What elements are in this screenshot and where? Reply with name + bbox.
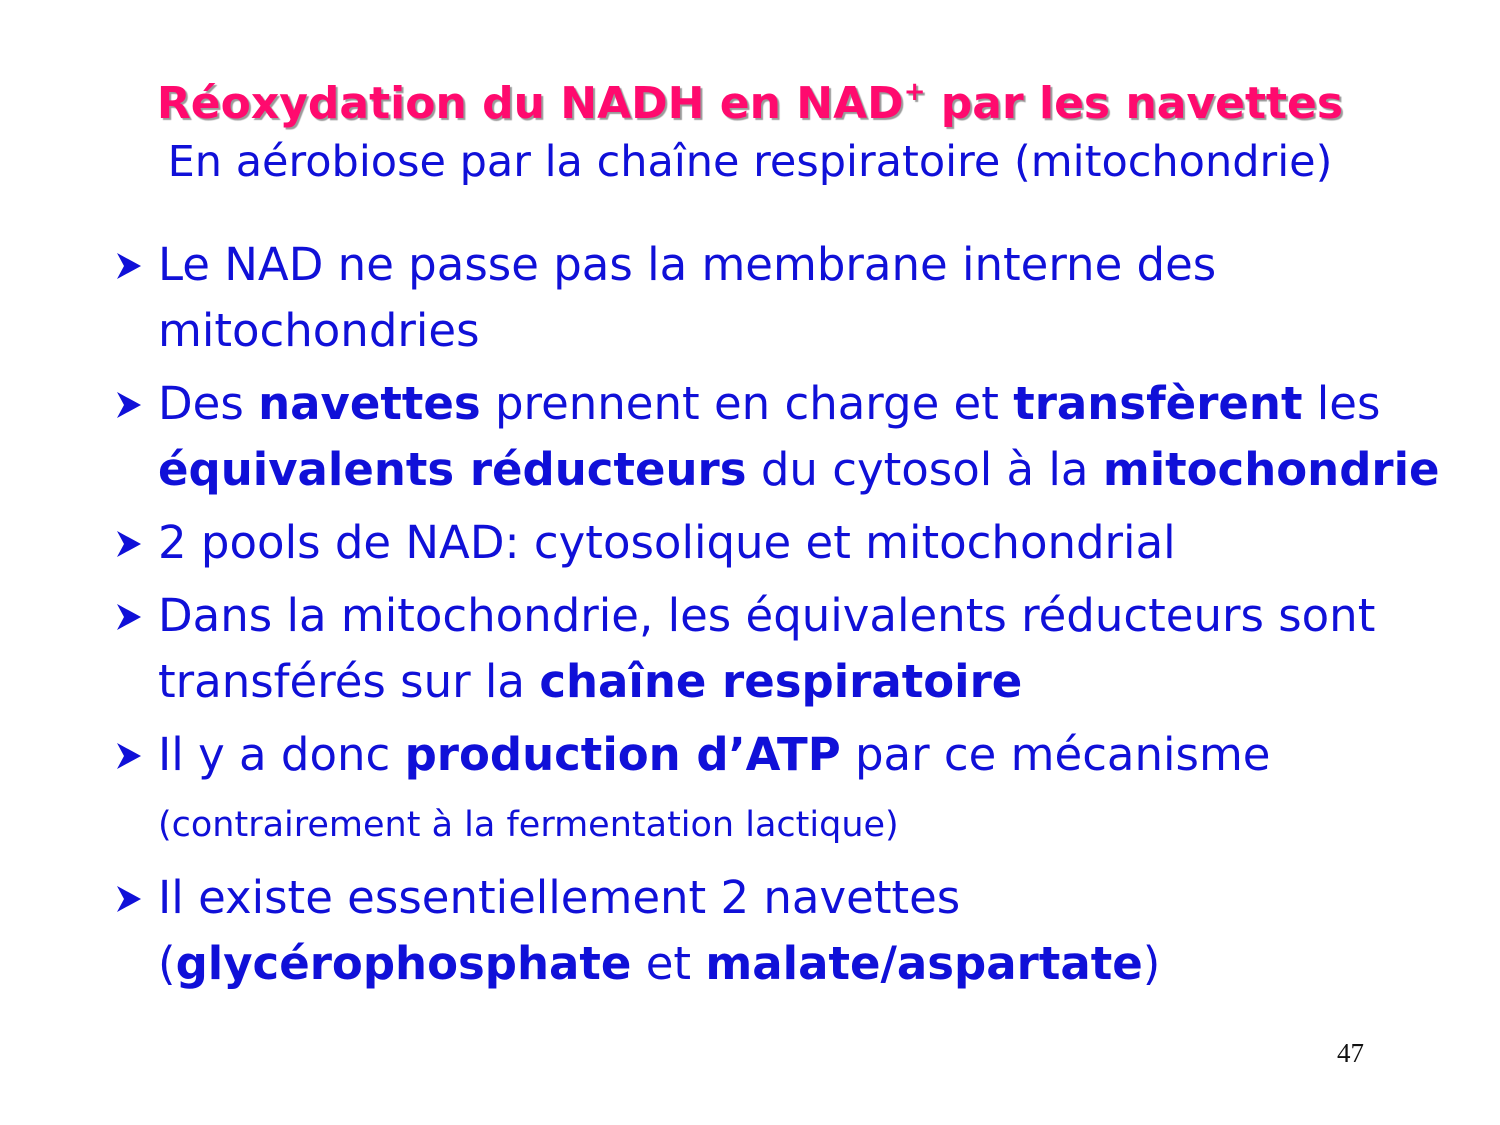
bullet-text: Il y a donc [158,728,405,781]
bullet-emphasis: navettes [258,377,481,430]
bullet-emphasis: production d’ATP [404,728,841,781]
bullet-item [113,510,1443,576]
arrow-bullet-icon [113,741,145,771]
bullet-note: (contrairement à la fermentation lactique) [158,805,899,845]
slide-title-rest: par les navettes [925,78,1344,129]
bullet-emphasis: chaîne respiratoire [539,655,1023,708]
page-number: 47 [1337,1038,1364,1068]
arrow-bullet-icon [113,251,145,281]
bullet-text: 2 pools de NAD: cytosolique et mitochondrial [158,516,1176,569]
slide-title-superscript: + [903,77,926,107]
bullet-item [113,371,1443,503]
bullet-text: prennent en charge et [480,377,1014,430]
bullet-emphasis: transfèrent [1013,377,1303,430]
bullet-text: par ce mécanisme [840,728,1271,781]
bullet-text: ) [1142,937,1161,990]
slide-title-main: Réoxydation du NADH en NAD [156,78,904,129]
arrow-bullet-icon [113,529,145,559]
bullet-item [113,722,1443,858]
bullet-emphasis: mitochondrie [1102,443,1440,496]
bullet-text: et [631,937,706,990]
bullet-item [113,232,1443,364]
bullet-text: Des [158,377,259,430]
bullet-text: du cytosol à la [746,443,1103,496]
arrow-bullet-icon [113,602,145,632]
arrow-bullet-icon [113,884,145,914]
bullet-emphasis: malate/aspartate [705,937,1143,990]
bullet-text: Il existe essentiellement 2 navettes ( [158,871,961,990]
bullet-text: les [1302,377,1381,430]
bullet-text: Dans la mitochondrie, les équivalents réducteurs sont transférés sur la [158,589,1376,708]
slide-subtitle: En aérobiose par la chaîne respiratoire (mitochondrie) [167,137,1333,187]
bullet-emphasis: glycérophosphate [175,937,632,990]
bullet-emphasis: équivalents réducteurs [158,443,747,496]
bullet-text: Le NAD ne passe pas la membrane interne des mitochondries [158,238,1217,357]
slide-title [0,76,1500,132]
bullet-item [113,583,1443,715]
bullet-list [113,232,1443,1004]
arrow-bullet-icon [113,390,145,420]
bullet-item [113,865,1443,997]
